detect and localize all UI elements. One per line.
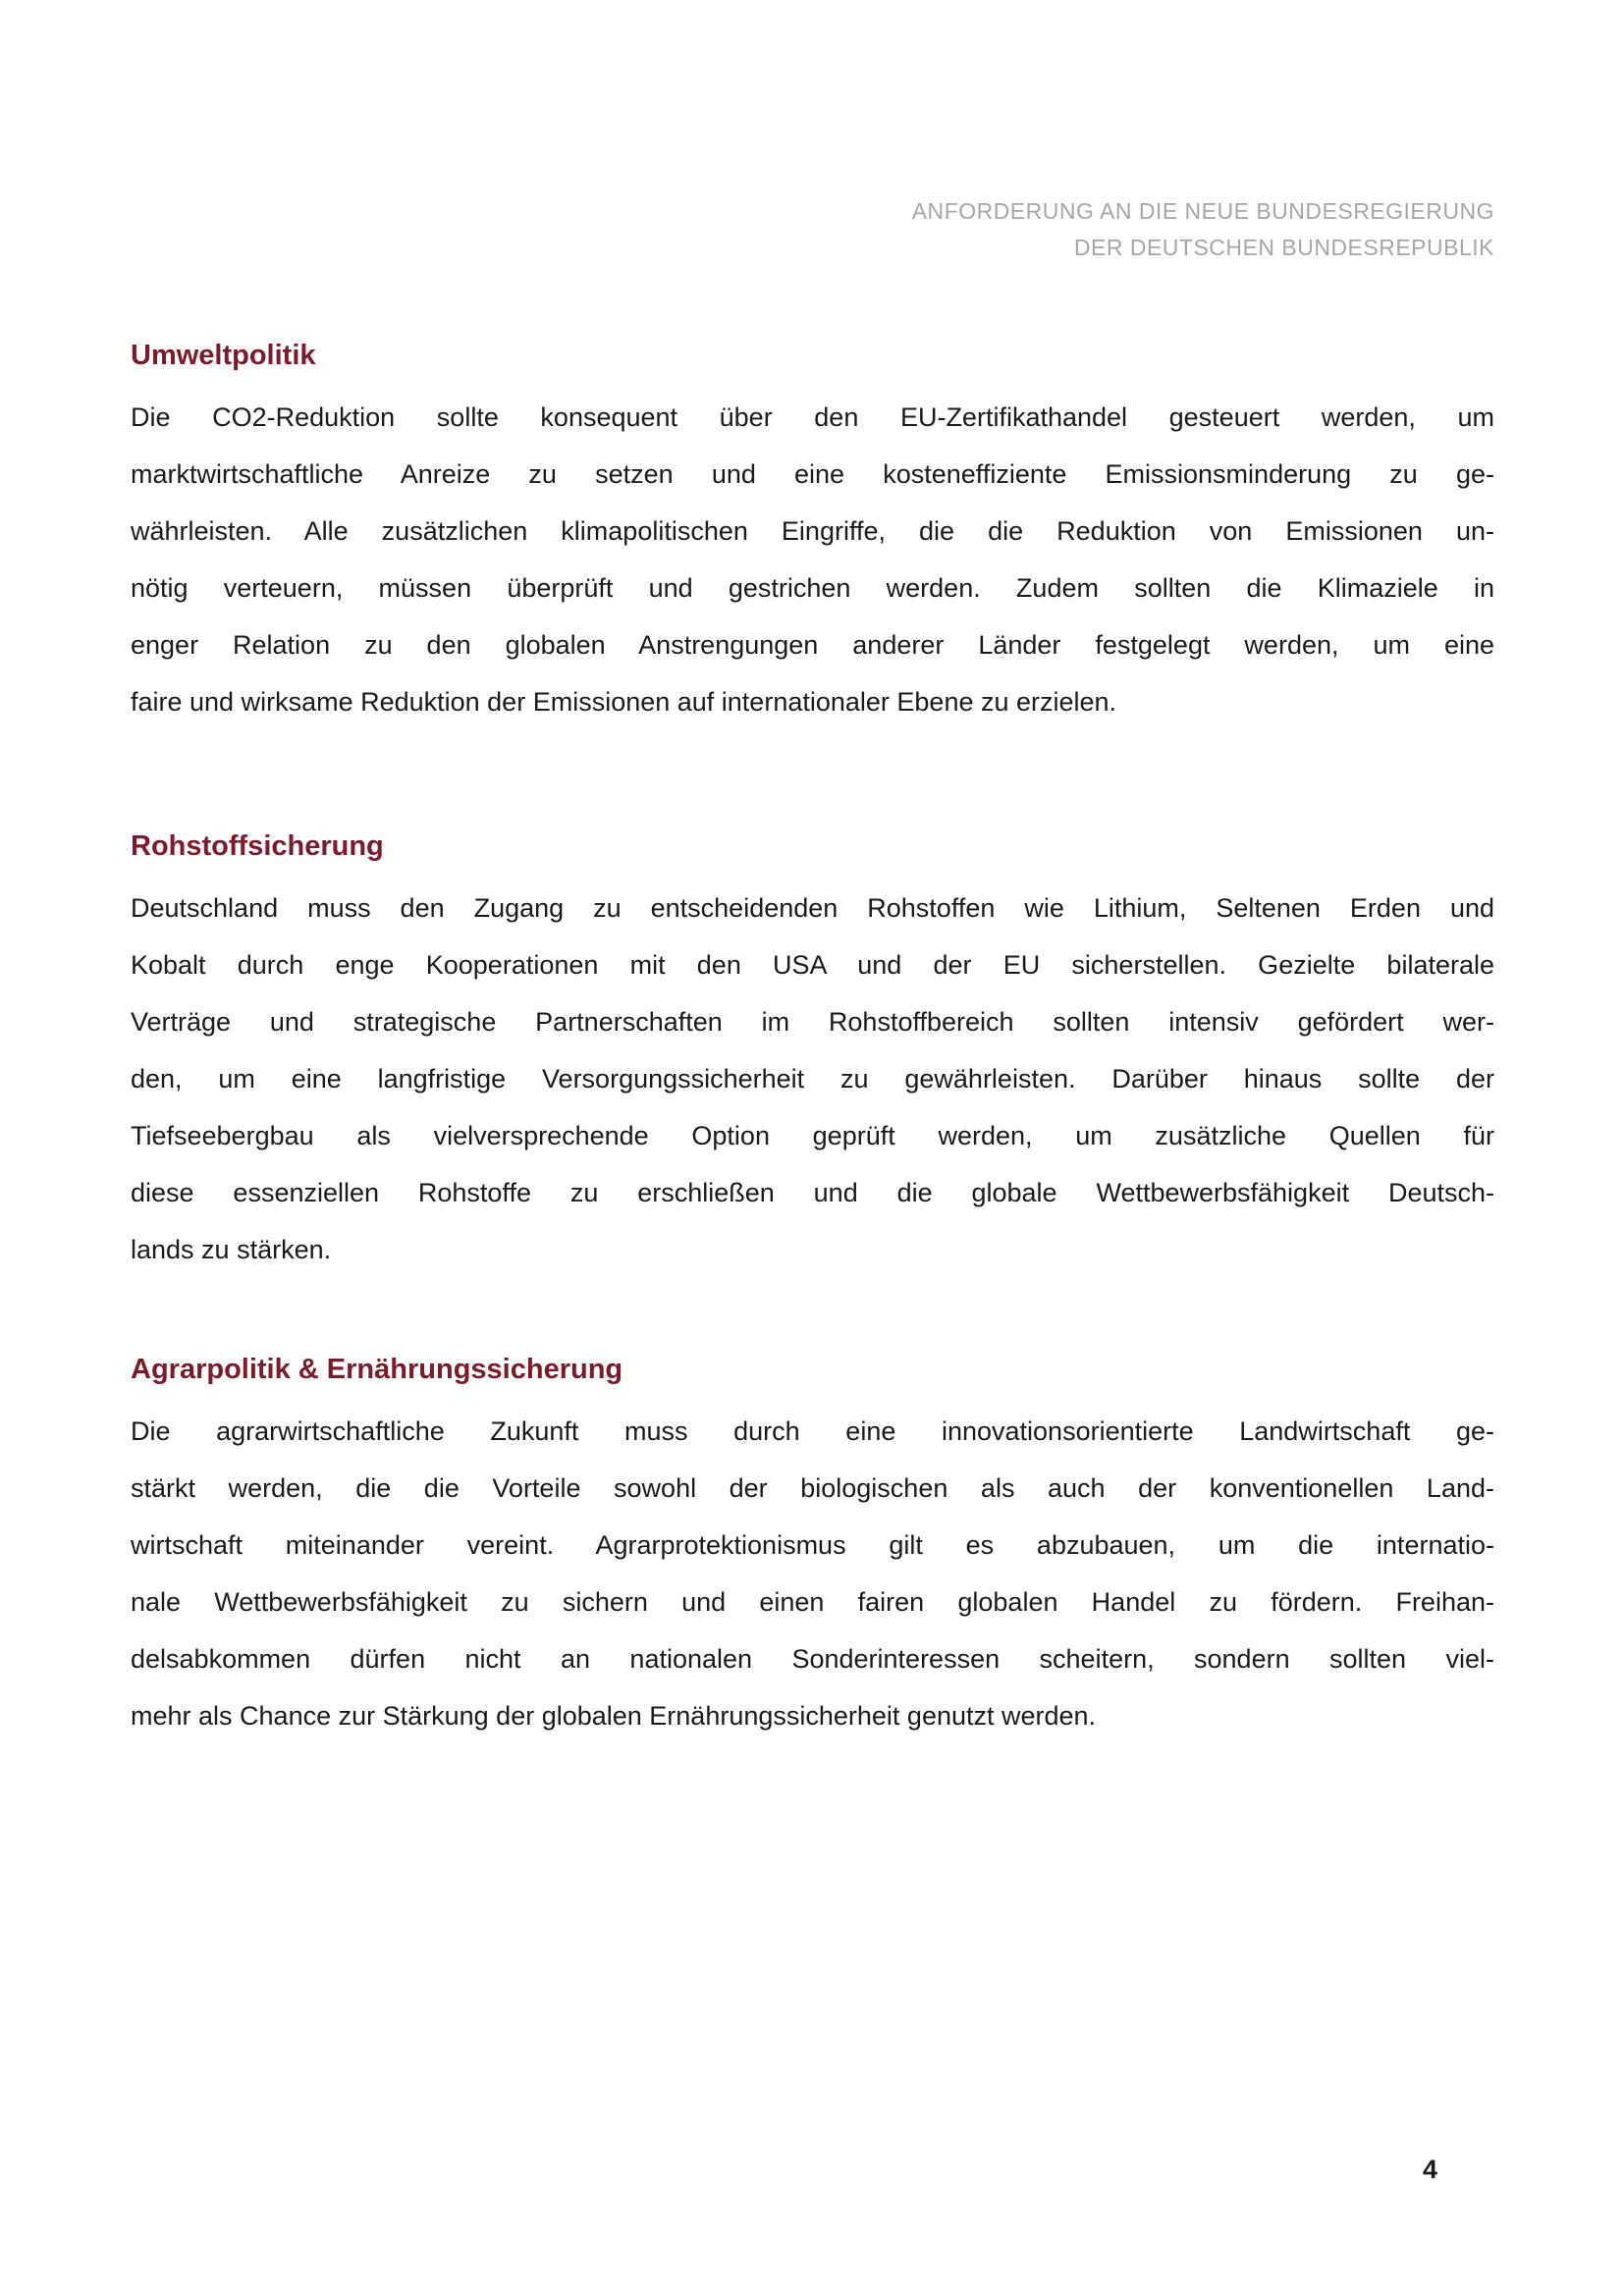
running-header-line2: DER DEUTSCHEN BUNDESREPUBLIK [1073, 235, 1494, 260]
running-header-line1: ANFORDERUNG AN DIE NEUE BUNDESREGIERUNG [911, 198, 1494, 224]
section-paragraph [131, 389, 1494, 730]
paragraph-line: Kobalt durch enge Kooperationen mit den USA und der EU sicherstellen. Gezielte bilaterale [131, 950, 1494, 980]
paragraph-line: faire und wirksame Reduktion der Emissionen auf internationaler Ebene zu erzielen. [131, 687, 1117, 717]
paragraph-line: enger Relation zu den globalen Anstrengungen anderer Länder festgelegt werden, um eine [131, 630, 1494, 660]
paragraph-line: Deutschland muss den Zugang zu entscheidenden Rohstoffen wie Lithium, Seltenen Erden und [131, 893, 1494, 923]
section-paragraph [131, 880, 1494, 1278]
paragraph-line: nötig verteuern, müssen überprüft und gestrichen werden. Zudem sollten die Klimaziele in [131, 573, 1494, 603]
section-umweltpolitik [131, 327, 1494, 730]
section-heading-agrarpolitik: Agrarpolitik & Ernährungssicherung [131, 1354, 623, 1385]
running-header [131, 193, 1494, 266]
section-paragraph [131, 1403, 1494, 1744]
paragraph-line: Die CO2-Reduktion sollte konsequent über den EU-Zertifikathandel gesteuert werden, um [131, 402, 1494, 432]
paragraph-line: währleisten. Alle zusätzlichen klimapolitischen Eingriffe, die die Reduktion von Emissionen un- [131, 516, 1494, 546]
paragraph-line: wirtschaft miteinander vereint. Agrarprotektionismus gilt es abzubauen, um die internatio- [131, 1530, 1494, 1560]
section-agrarpolitik [131, 1341, 1494, 1744]
paragraph-line: Verträge und strategische Partnerschaften im Rohstoffbereich sollten intensiv gefördert wer- [131, 1007, 1494, 1037]
paragraph-line: diese essenziellen Rohstoffe zu erschließen und die globale Wettbewerbsfähigkeit Deutsch- [131, 1178, 1494, 1207]
paragraph-line: den, um eine langfristige Versorgungssicherheit zu gewährleisten. Darüber hinaus sollte der [131, 1064, 1494, 1094]
paragraph-line: nale Wettbewerbsfähigkeit zu sichern und einen fairen globalen Handel zu fördern. Freihan- [131, 1587, 1494, 1617]
paragraph-line: Die agrarwirtschaftliche Zukunft muss durch eine innovationsorientierte Landwirtschaft ge- [131, 1416, 1494, 1446]
paragraph-line: lands zu stärken. [131, 1235, 332, 1264]
section-heading-rohstoffsicherung: Rohstoffsicherung [131, 830, 384, 862]
section-heading-umweltpolitik: Umweltpolitik [131, 340, 316, 371]
paragraph-line: marktwirtschaftliche Anreize zu setzen und eine kosteneffiziente Emissionsminderung zu ge- [131, 459, 1494, 489]
paragraph-line: stärkt werden, die die Vorteile sowohl der biologischen als auch der konventionellen Land- [131, 1473, 1494, 1503]
page-number: 4 [1422, 2155, 1437, 2184]
paragraph-line: Tiefseebergbau als vielversprechende Option geprüft werden, um zusätzliche Quellen für [131, 1121, 1494, 1150]
section-rohstoffsicherung [131, 818, 1494, 1278]
paragraph-line: mehr als Chance zur Stärkung der globalen Ernährungssicherheit genutzt werden. [131, 1701, 1097, 1731]
paragraph-line: delsabkommen dürfen nicht an nationalen Sonderinteressen scheitern, sondern sollten viel- [131, 1644, 1494, 1674]
